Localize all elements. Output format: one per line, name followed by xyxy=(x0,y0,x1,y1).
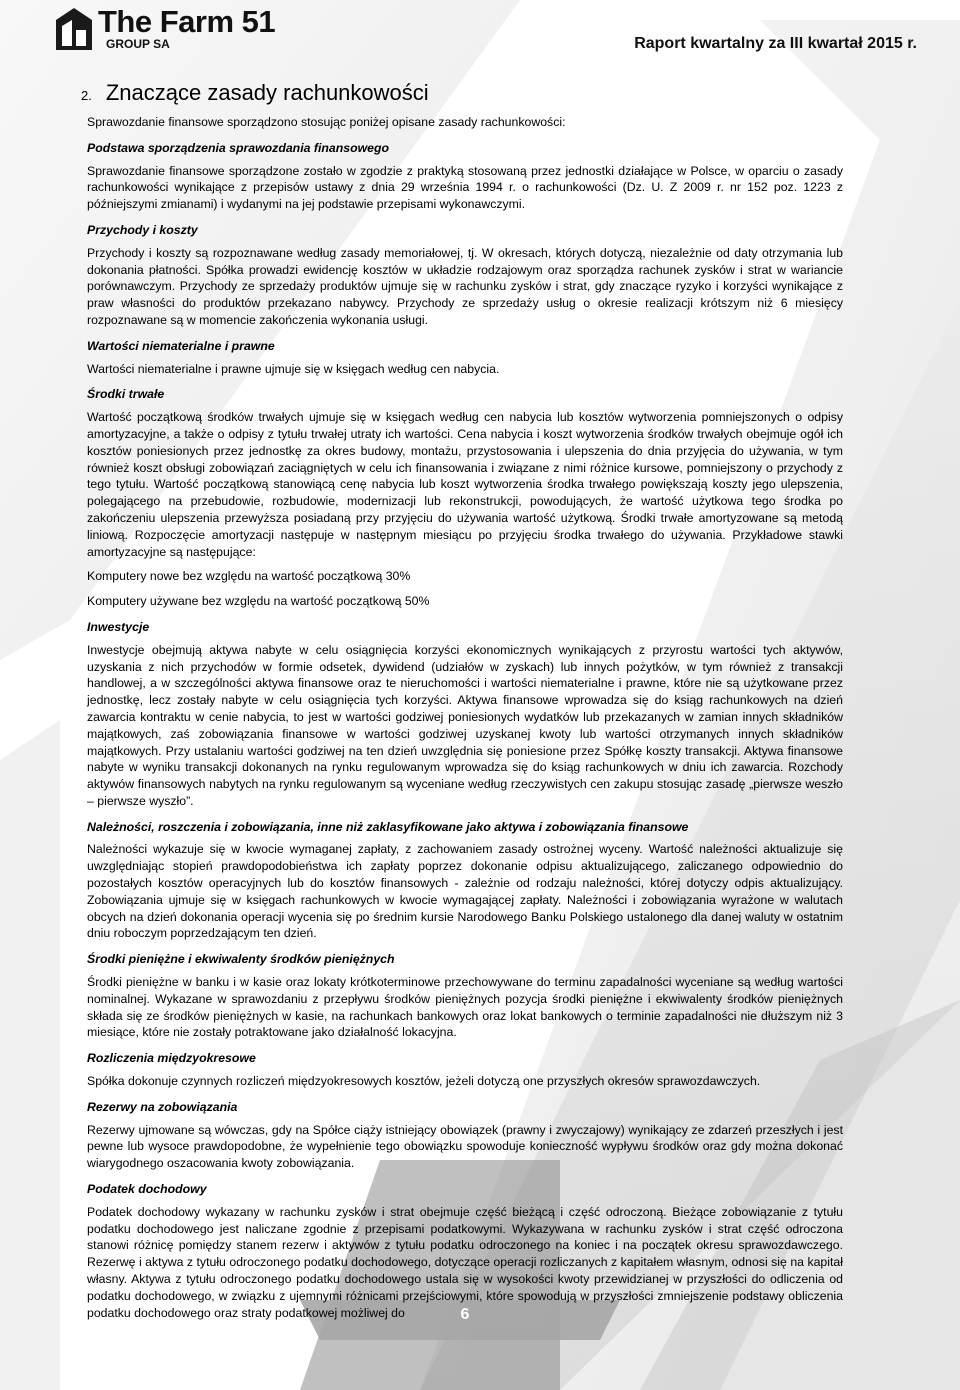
subheading-accruals: Rozliczenia międzyokresowe xyxy=(87,1051,256,1066)
paragraph-accruals: Spółka dokonuje czynnych rozliczeń międzyokresowych kosztów, jeżeli dotyczą one przyszłych okresów sprawozdawczych. xyxy=(87,1074,761,1089)
logo-subtitle: GROUP SA xyxy=(106,37,170,51)
paragraph-fixed-assets: Wartość początkową środków trwałych ujmuje się w księgach według cen nabycia lub kosztów wytworzenia pomniejszonych o odpisy amortyzacyjne, a także o odpisy z tytułu trwałej utraty ich wartości. Cena nabycia i koszt wytworzenia środków trwałych obejmuje ogół ich kosztów poniesionych przez jednostkę za okres budowy, montażu, przystosowania i ulepszenia do dnia przyjęcia do używania, w tym również koszt obsługi zobowiązań zaciągniętych w celu ich finansowania i związane z nimi różnice kursowe, pomniejszony o przychody z tego tytułu. Wartość początkową stanowiącą cenę nabycia lub koszt wytworzenia środka trwałego powiększają koszty jego ulepszenia, polegającego na przebudowie, rozbudowie, modernizacji lub rekonstrukcji, powodujących, że wartość użytkowa tego środka po zakończeniu ulepszenia przewyższa posiadaną przy przyjęciu do używania wartość użytkową. Środki trwałe amortyzowane są metodą liniową. Rozpoczęcie amortyzacji następuje w następnym miesiącu po przyjęciu środka trwałego do używania. Przykładowe stawki amortyzacyjne są następujące: xyxy=(87,410,843,559)
subheading-revenue: Przychody i koszty xyxy=(87,222,198,237)
fixed-rate-used: Komputery używane bez względu na wartość początkową 50% xyxy=(87,594,430,609)
subheading-cash: Środki pieniężne i ekwiwalenty środków pieniężnych xyxy=(87,952,395,967)
page-header xyxy=(0,0,960,60)
paragraph-basis: Sprawozdanie finansowe sporządzone zostało w zgodzie z praktyką stosowaną przez jednostki działające w Polsce, w oparciu o zasady rachunkowości wynikające z przepisów ustawy z dnia 29 września 1994 r. o rachunkowości (Dz. U. Z 2009 r. nr 152 poz. 1223 z późniejszymi zmianami) i wydanymi na jej podstawie przepisami wykonawczymi. xyxy=(87,163,843,212)
paragraph-revenue: Przychody i koszty są rozpoznawane według zasady memoriałowej, tj. W okresach, których dotyczą, niezależnie od daty otrzymania lub dokonania płatności. Spółka prowadzi ewidencję kosztów w układzie rodzajowym oraz sporządza rachunek zysków i strat w wariancie porównawczym. Przychody ze sprzedaży produktów ujmuje się w rachunku zysków i strat, gdy znaczące ryzyko i korzyści wynikające z praw własności do produktów przekazano nabywcy. Przychody ze sprzedaży usług o okresie realizacji krótszym niż 6 miesięcy rozpoznawane są w momencie zakończenia wykonania usługi. xyxy=(87,245,843,327)
logo-text: The Farm 51 xyxy=(98,4,276,39)
subheading-fixed-assets: Środki trwałe xyxy=(87,387,165,402)
subheading-income-tax: Podatek dochodowy xyxy=(87,1182,207,1197)
farm-house-icon xyxy=(52,6,94,52)
intro-paragraph: Sprawozdanie finansowe sporządzono stosując poniżej opisane zasady rachunkowości: xyxy=(87,115,566,129)
page-number: 6 xyxy=(460,1306,470,1323)
paragraph-receivables: Należności wykazuje się w kwocie wymaganej zapłaty, z zachowaniem zasady ostrożnej wyceny. Wartość należności aktualizuje się uwzględniając stopień prawdopodobieństwa ich zapłaty poprzez dokonanie odpisu aktualizującego, zaliczanego odpowiednio do pozostałych kosztów operacyjnych lub do kosztów finansowych - zależnie od rodzaju należności, której dotyczy odpis aktualizujący. Zobowiązania ujmuje się w księgach rachunkowych w kwocie wymagającej zapłaty. Należności i zobowiązania wyrażone w walutach obcych na dzień dokonania operacji wycenia się po średnim kursie Narodowego Banku Polskiego ustalonego dla danej waluty w ostatnim dniu roboczym poprzedzającym ten dzień. xyxy=(87,842,843,941)
fixed-rate-new: Komputery nowe bez względu na wartość początkową 30% xyxy=(87,569,411,584)
subheading-provisions: Rezerwy na zobowiązania xyxy=(87,1099,238,1114)
section-number: 2. xyxy=(81,88,92,103)
subheading-receivables: Należności, roszczenia i zobowiązania, inne niż zaklasyfikowane jako aktywa i zobowiązania finansowe xyxy=(87,819,689,834)
paragraph-income-tax: Podatek dochodowy wykazany w rachunku zysków i strat obejmuje część bieżącą i część odroczoną. Bieżące zobowiązanie z tytułu podatku dochodowego jest naliczane zgodnie z przepisami podatkowymi. Wykazywana w rachunku zysków i strat część odroczona stanowi różnicę pomiędzy stanem rezerw i aktywów z tytułu podatku odroczonego na koniec i na początek okresu sprawozdawczego. Rezerwę i aktywa z tytułu odroczonego podatku dochodowego, dotyczące operacji rozliczanych z kapitałem własnym, odnosi się na kapitał własny. Aktywa z tytułu odroczonego podatku dochodowego ustala się w wysokości kwoty przewidzianej w przyszłości do odliczenia od podatku dochodowego, w związku z ujemnymi różnicami przejściowymi, które spowodują w przyszłości zmniejszenie podstawy obliczenia podatku dochodowego oraz straty podatkowej możliwej do xyxy=(87,1204,843,1320)
company-logo xyxy=(52,4,276,52)
section-title: Znaczące zasady rachunkowości xyxy=(105,80,429,105)
document-body xyxy=(81,80,843,1321)
paragraph-cash: Środki pieniężne w banku i w kasie oraz lokaty krótkoterminowe przechowywane do terminu zapadalności wyceniane są według wartości nominalnej. Wykazane w sprawozdaniu z przepływu środków pieniężnych pozycja środki pieniężne i ekwiwalenty środków pieniężnych składa się ze środków pieniężnych w kasie, na rachunkach bankowych oraz lokat bankowych o terminie zapadalności nie dłuższym niż 3 miesiące, które nie zostały potraktowane jako działalność lokacyjna. xyxy=(87,975,843,1040)
paragraph-intangible: Wartości niematerialne i prawne ujmuje się w księgach według cen nabycia. xyxy=(87,361,500,376)
subheading-intangible: Wartości niematerialne i prawne xyxy=(87,338,275,353)
section-heading xyxy=(81,80,843,106)
paragraph-provisions: Rezerwy ujmowane są wówczas, gdy na Spółce ciąży istniejący obowiązek (prawny i zwyczajowy) wynikający ze zdarzeń przeszłych i jest pewne lub wysoce prawdopodobne, że wypełnienie tego obowiązku spowoduje konieczność wypływu środków oraz gdy można dokonać wiarygodnego oszacowania kwoty zobowiązania. xyxy=(87,1122,843,1171)
paragraph-investments: Inwestycje obejmują aktywa nabyte w celu osiągnięcia korzyści ekonomicznych wynikających z przyrostu wartości tych aktywów, uzyskania z nich przychodów w formie odsetek, dywidend (udziałów w zyskach) lub innych pożytków, w tym również z transakcji handlowej, a w szczególności aktywa finansowe oraz te nieruchomości i wartości niematerialne i prawne, które nie są użytkowane przez jednostkę, lecz zostały nabyte w celu osiągnięcia tych korzyści. Aktywa finansowe wprowadza się do ksiąg rachunkowych na dzień zawarcia kontraktu w cenie nabycia, to jest w wartości godziwej poniesionych wydatków lub przekazanych w zamian innych składników majątkowych, zaś zobowiązania finansowe w wartości godziwej uzyskanej kwoty lub wartości otrzymanych innych składników majątkowych. Przy ustalaniu wartości godziwej na ten dzień uwzględnia się poniesione przez Spółkę koszty transakcji. Aktywa finansowe nabyte w wyniku transakcji dokonanych na rynku regulowanym wprowadza się do ksiąg rachunkowych w dniu ich zawarcia. Rozchody aktywów finansowych nabytych na rynku regulowanym są wyceniane według rzeczywistych cen zakupu stosując zasadę „pierwsze weszło – pierwsze wyszło”. xyxy=(87,642,843,808)
report-title: Raport kwartalny za III kwartał 2015 r. xyxy=(634,35,917,52)
subheading-investments: Inwestycje xyxy=(87,619,150,634)
subheading-basis: Podstawa sporządzenia sprawozdania finansowego xyxy=(87,140,390,155)
